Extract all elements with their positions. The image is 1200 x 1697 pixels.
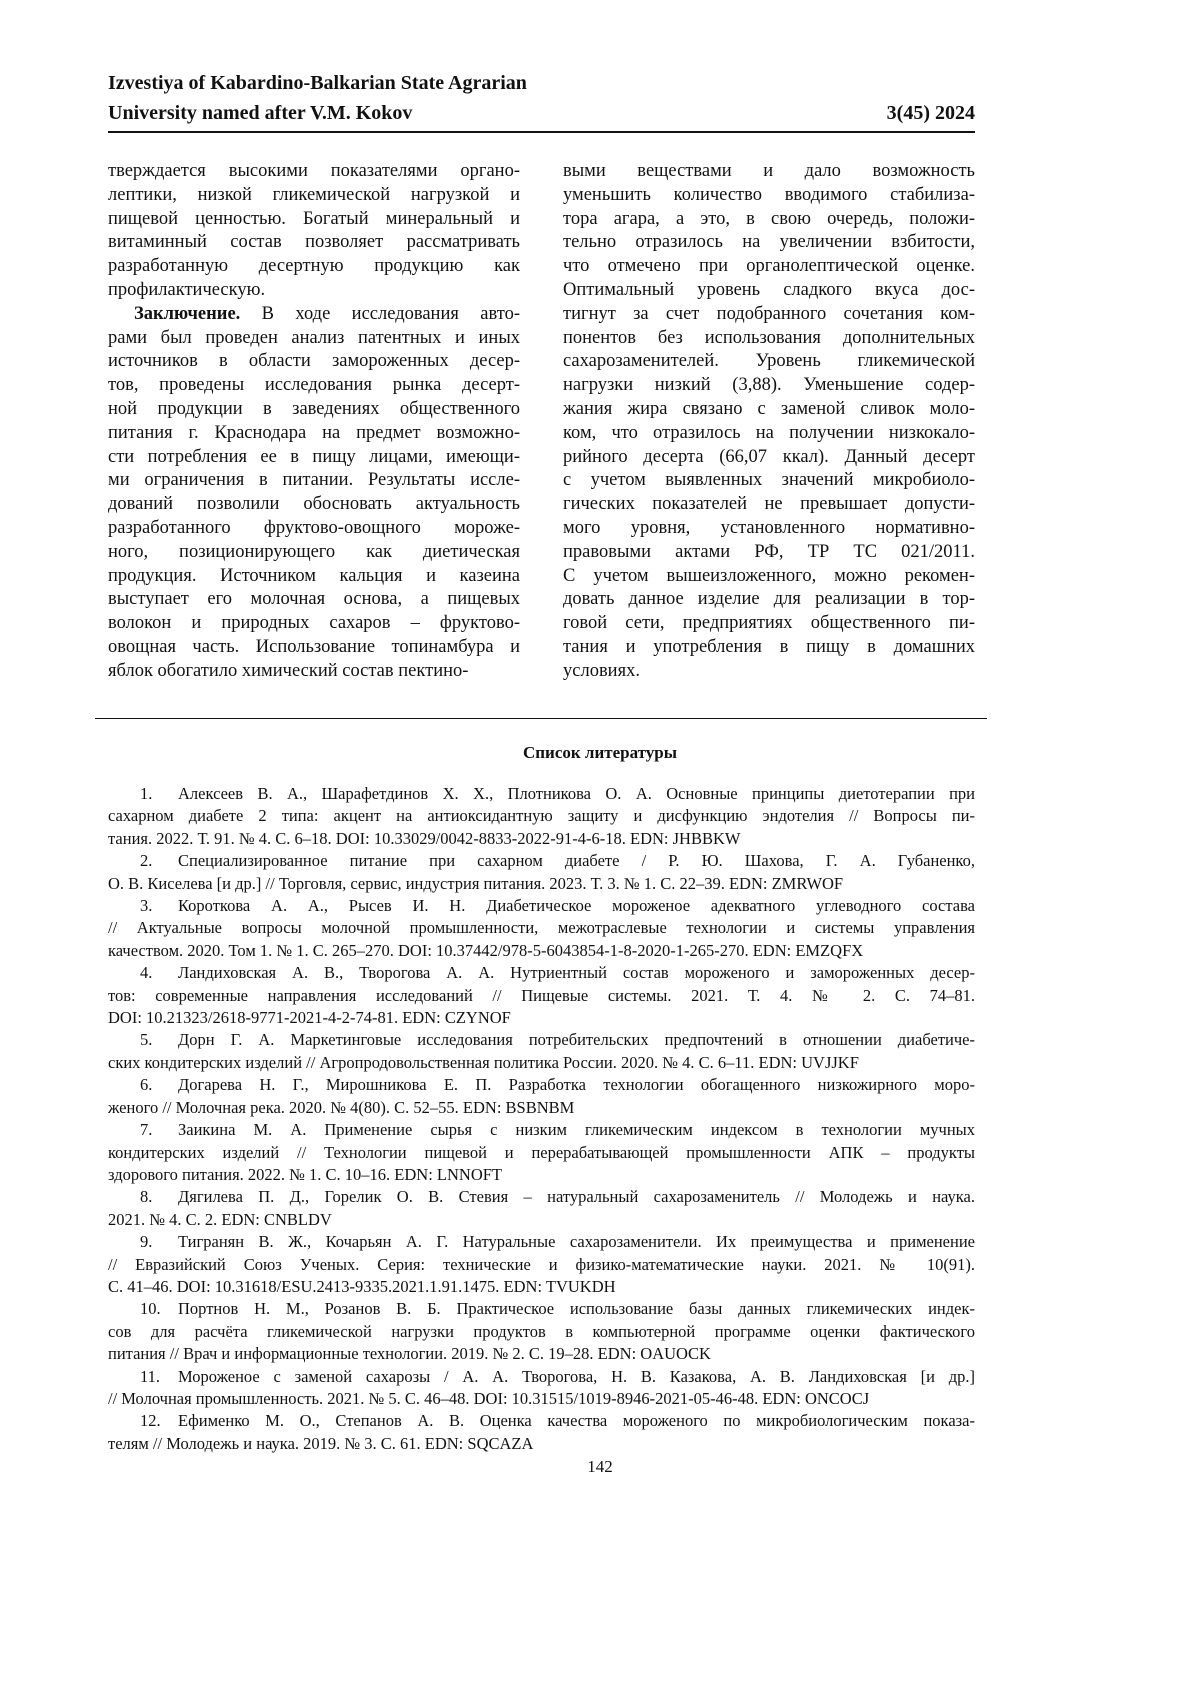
line-text: витаминный состав позволяет рассматривать xyxy=(108,232,520,252)
reference-item xyxy=(108,1366,975,1411)
text-line xyxy=(563,231,975,255)
line-text: ной продукции в заведениях общественного xyxy=(108,399,520,419)
reference-line xyxy=(108,895,975,917)
line-text: говой сети, предприятиях общественного пи- xyxy=(563,613,975,633)
text-line xyxy=(563,208,975,232)
reference-text: телям // Молодежь и наука. 2019. № 3. С. 61. EDN: SQCAZA xyxy=(108,1434,533,1453)
line-text: С учетом вышеизложенного, можно рекомен- xyxy=(563,566,975,586)
line-text: овощная часть. Использование топинамбура и xyxy=(108,637,520,657)
reference-text: тов: современные направления исследований // Пищевые системы. 2021. Т. 4. № 2. С. 74–81. xyxy=(108,986,975,1005)
reference-text: Дорн Г. А. Маркетинговые исследования потребительских предпочтений в отношении диабетиче- xyxy=(178,1030,975,1049)
text-line xyxy=(108,208,520,232)
line-text: рами был проведен анализ патентных и иных xyxy=(108,328,520,348)
reference-line xyxy=(108,1276,975,1298)
reference-line xyxy=(108,985,975,1007)
text-line xyxy=(108,374,520,398)
reference-item xyxy=(108,1231,975,1298)
line-text: тания и употребления в пищу в домашних xyxy=(563,637,975,657)
line-text: довать данное изделие для реализации в тор- xyxy=(563,589,975,609)
text-line xyxy=(563,517,975,541)
reference-text: Мороженое с заменой сахарозы / А. А. Творогова, Н. В. Казакова, А. В. Ландиховская [и др.] xyxy=(178,1367,975,1386)
page-number: 142 xyxy=(0,1457,1200,1477)
issue-number: 3(45) 2024 xyxy=(887,98,975,128)
line-text: тельно отразилось на увеличении взбитости, xyxy=(563,232,975,252)
line-text: источников в области замороженных десер- xyxy=(108,351,520,371)
running-header xyxy=(108,68,975,128)
text-line xyxy=(563,612,975,636)
right-column xyxy=(563,160,975,684)
text-line xyxy=(563,327,975,351)
text-line xyxy=(563,636,975,660)
reference-item xyxy=(108,1298,975,1365)
references-heading: Список литературы xyxy=(0,743,1200,763)
paragraph xyxy=(563,160,975,684)
reference-text: // Евразийский Союз Ученых. Серия: технические и физико-математические науки. 2021. № 10(91). xyxy=(108,1255,975,1274)
text-line xyxy=(108,612,520,636)
line-text: пищевой ценностью. Богатый минеральный и xyxy=(108,209,520,229)
text-line xyxy=(108,636,520,660)
reference-number: 11. xyxy=(140,1366,178,1388)
reference-item xyxy=(108,1119,975,1186)
reference-list xyxy=(108,783,975,1455)
text-line xyxy=(108,660,520,684)
line-text: яблок обогатило химический состав пектино- xyxy=(108,661,468,681)
reference-text: Заикина М. А. Применение сырья с низким гликемическим индексом в технологии мучных xyxy=(178,1120,975,1139)
text-line xyxy=(108,517,520,541)
reference-line xyxy=(108,1209,975,1231)
text-line xyxy=(108,398,520,422)
left-column xyxy=(108,160,520,684)
reference-item xyxy=(108,1074,975,1119)
reference-line xyxy=(108,917,975,939)
line-text: В ходе исследования авто- xyxy=(240,304,520,324)
reference-line xyxy=(108,873,975,895)
reference-number: 1. xyxy=(140,783,178,805)
reference-line xyxy=(108,1321,975,1343)
reference-number: 3. xyxy=(140,895,178,917)
line-text: ми ограничения в питании. Результаты иссле- xyxy=(108,470,520,490)
line-text: дований позволили обосновать актуальность xyxy=(108,494,520,514)
line-text: мого уровня, установленного нормативно- xyxy=(563,518,975,538)
text-line xyxy=(563,422,975,446)
line-text: правовыми актами РФ, ТР ТС 021/2011. xyxy=(563,542,975,562)
reference-text: Короткова А. А., Рысев И. Н. Диабетическое мороженое адекватного углеводного состава xyxy=(178,896,975,915)
line-text: тигнут за счет подобранного сочетания ком- xyxy=(563,304,975,324)
line-text: рийного десерта (66,07 ккал). Данный десерт xyxy=(563,447,975,467)
header-rule xyxy=(108,131,975,133)
reference-number: 6. xyxy=(140,1074,178,1096)
text-line xyxy=(108,541,520,565)
reference-text: Ландиховская А. В., Творогова А. А. Нутриентный состав мороженого и замороженных десер- xyxy=(178,963,975,982)
line-text: профилактическую. xyxy=(108,280,265,300)
reference-line xyxy=(108,1119,975,1141)
text-line xyxy=(563,660,975,684)
reference-line xyxy=(108,1298,975,1320)
paragraph xyxy=(108,303,520,684)
reference-number: 8. xyxy=(140,1186,178,1208)
reference-text: тания. 2022. Т. 91. № 4. С. 6–18. DOI: 10.33029/0042-8833-2022-91-4-6-18. EDN: JHBBKW xyxy=(108,829,740,848)
reference-line xyxy=(108,1343,975,1365)
text-line xyxy=(563,469,975,493)
line-text: ного, позиционирующего как диетическая xyxy=(108,542,520,562)
reference-item xyxy=(108,1186,975,1231)
line-text: гических показателей не превышает допусти- xyxy=(563,494,975,514)
reference-text: сов для расчёта гликемической нагрузки продуктов в компьютерной программе оценки фактического xyxy=(108,1322,975,1341)
reference-line xyxy=(108,1164,975,1186)
text-line xyxy=(563,160,975,184)
reference-text: С. 41–46. DOI: 10.31618/ESU.2413-9335.2021.1.91.1475. EDN: TVUKDH xyxy=(108,1277,616,1296)
reference-line xyxy=(108,1254,975,1276)
text-line xyxy=(108,588,520,612)
line-text: тверждается высокими показателями органо- xyxy=(108,161,520,181)
text-line xyxy=(563,303,975,327)
line-text: тов, проведены исследования рынка десерт- xyxy=(108,375,520,395)
reference-number: 7. xyxy=(140,1119,178,1141)
text-line xyxy=(108,184,520,208)
line-text: нагрузки низкий (3,88). Уменьшение содер- xyxy=(563,375,975,395)
reference-text: О. В. Киселева [и др.] // Торговля, сервис, индустрия питания. 2023. Т. 3. № 1. С. 22–39. EDN: ZMRWOF xyxy=(108,874,843,893)
line-text: разработанного фруктово-овощного мороже- xyxy=(108,518,520,538)
text-line xyxy=(563,446,975,470)
reference-item xyxy=(108,850,975,895)
reference-number: 9. xyxy=(140,1231,178,1253)
reference-text: сахарном диабете 2 типа: акцент на антиоксидантную защиту и дисфункцию эндотелия // Вопросы пи- xyxy=(108,806,975,825)
reference-line xyxy=(108,1231,975,1253)
text-line xyxy=(108,350,520,374)
line-text: ком, что отразилось на получении низкокало- xyxy=(563,423,975,443)
text-line xyxy=(108,327,520,351)
text-line xyxy=(563,350,975,374)
journal-title-line2: University named after V.M. Kokov xyxy=(108,98,975,128)
reference-line xyxy=(108,1074,975,1096)
line-text: лептики, низкой гликемической нагрузкой и xyxy=(108,185,520,205)
reference-item xyxy=(108,895,975,962)
text-line xyxy=(563,255,975,279)
section-lead: Заключение. xyxy=(134,304,240,324)
reference-text: питания // Врач и информационные технологии. 2019. № 2. С. 19–28. EDN: OAUOCK xyxy=(108,1344,711,1363)
line-text: сахарозаменителей. Уровень гликемической xyxy=(563,351,975,371)
reference-line xyxy=(108,962,975,984)
text-line xyxy=(108,422,520,446)
text-line xyxy=(563,398,975,422)
reference-text: Специализированное питание при сахарном диабете / Р. Ю. Шахова, Г. А. Губаненко, xyxy=(178,851,975,870)
line-text: жания жира связано с заменой сливок моло- xyxy=(563,399,975,419)
reference-text: женого // Молочная река. 2020. № 4(80). С. 52–55. EDN: BSBNBM xyxy=(108,1098,574,1117)
text-line xyxy=(563,279,975,303)
reference-text: Тигранян В. Ж., Кочарьян А. Г. Натуральные сахарозаменители. Их преимущества и применение xyxy=(178,1232,975,1251)
reference-item xyxy=(108,962,975,1029)
line-text: продукция. Источником кальция и казеина xyxy=(108,566,520,586)
reference-text: Дягилева П. Д., Горелик О. В. Стевия – натуральный сахарозаменитель // Молодежь и наука. xyxy=(178,1187,975,1206)
text-line xyxy=(563,374,975,398)
reference-text: Портнов Н. М., Розанов В. Б. Практическое использование базы данных гликемических индек- xyxy=(178,1299,975,1318)
reference-item xyxy=(108,1029,975,1074)
reference-line xyxy=(108,1410,975,1432)
reference-text: Догарева Н. Г., Мирошникова Е. П. Разработка технологии обогащенного низкожирного моро- xyxy=(178,1075,975,1094)
reference-line xyxy=(108,1433,975,1455)
reference-text: // Актуальные вопросы молочной промышленности, межотраслевые технологии и системы управления xyxy=(108,918,975,937)
text-line xyxy=(563,541,975,565)
section-divider xyxy=(95,718,987,719)
text-line xyxy=(108,255,520,279)
line-text: выступает его молочная основа, а пищевых xyxy=(108,589,520,609)
line-text: разработанную десертную продукцию как xyxy=(108,256,520,276)
reference-line xyxy=(108,1388,975,1410)
reference-line xyxy=(108,1366,975,1388)
reference-number: 2. xyxy=(140,850,178,872)
reference-line xyxy=(108,783,975,805)
reference-line xyxy=(108,1097,975,1119)
paragraph xyxy=(108,160,520,303)
reference-line xyxy=(108,1029,975,1051)
text-line xyxy=(108,493,520,517)
line-text: условиях. xyxy=(563,661,640,681)
text-line xyxy=(563,588,975,612)
line-text: выми веществами и дало возможность xyxy=(563,161,975,181)
reference-text: // Молочная промышленность. 2021. № 5. С. 46–48. DOI: 10.31515/1019-8946-2021-05-46-48. EDN: ONCOCJ xyxy=(108,1389,869,1408)
reference-text: Ефименко М. О., Степанов А. В. Оценка качества мороженого по микробиологическим показа- xyxy=(178,1411,975,1430)
text-line xyxy=(108,446,520,470)
reference-text: ских кондитерских изделий // Агропродовольственная политика России. 2020. № 4. С. 6–11. EDN: UVJJKF xyxy=(108,1053,859,1072)
text-line xyxy=(108,565,520,589)
text-line xyxy=(108,303,520,327)
text-line xyxy=(108,231,520,255)
journal-title-line1: Izvestiya of Kabardino-Balkarian State Agrarian xyxy=(108,68,975,98)
reference-text: качеством. 2020. Том 1. № 1. С. 265–270. DOI: 10.37442/978-5-6043854-1-8-2020-1-265-270. EDN: EMZQFX xyxy=(108,941,863,960)
reference-line xyxy=(108,1052,975,1074)
text-line xyxy=(563,565,975,589)
line-text: Оптимальный уровень сладкого вкуса дос- xyxy=(563,280,975,300)
line-text: питания г. Краснодара на предмет возможно- xyxy=(108,423,520,443)
line-text: уменьшить количество вводимого стабилиза- xyxy=(563,185,975,205)
reference-line xyxy=(108,940,975,962)
line-text: тора агара, а это, в свою очередь, положи- xyxy=(563,209,975,229)
reference-line xyxy=(108,805,975,827)
line-text: сти потребления ее в пищу лицами, имеющи- xyxy=(108,447,520,467)
reference-number: 10. xyxy=(140,1298,178,1320)
line-text: волокон и природных сахаров – фруктово- xyxy=(108,613,520,633)
line-text: что отмечено при органолептической оценке. xyxy=(563,256,975,276)
reference-text: DOI: 10.21323/2618-9771-2021-4-2-74-81. EDN: CZYNOF xyxy=(108,1008,511,1027)
reference-line xyxy=(108,850,975,872)
line-text: понентов без использования дополнительных xyxy=(563,328,975,348)
reference-number: 4. xyxy=(140,962,178,984)
text-line xyxy=(108,160,520,184)
text-line xyxy=(563,184,975,208)
reference-text: Алексеев В. А., Шарафетдинов Х. Х., Плотникова О. А. Основные принципы диетотерапии при xyxy=(178,784,975,803)
reference-line xyxy=(108,828,975,850)
reference-text: 2021. № 4. С. 2. EDN: CNBLDV xyxy=(108,1210,332,1229)
reference-item xyxy=(108,1410,975,1455)
line-text: с учетом выявленных значений микробиоло- xyxy=(563,470,975,490)
reference-number: 12. xyxy=(140,1410,178,1432)
reference-item xyxy=(108,783,975,850)
reference-line xyxy=(108,1186,975,1208)
reference-text: здорового питания. 2022. № 1. С. 10–16. EDN: LNNOFT xyxy=(108,1165,502,1184)
text-line xyxy=(563,493,975,517)
text-line xyxy=(108,469,520,493)
reference-text: кондитерских изделий // Технологии пищевой и перерабатывающей промышленности АПК – продукты xyxy=(108,1143,975,1162)
reference-line xyxy=(108,1142,975,1164)
reference-number: 5. xyxy=(140,1029,178,1051)
reference-line xyxy=(108,1007,975,1029)
text-line xyxy=(108,279,520,303)
